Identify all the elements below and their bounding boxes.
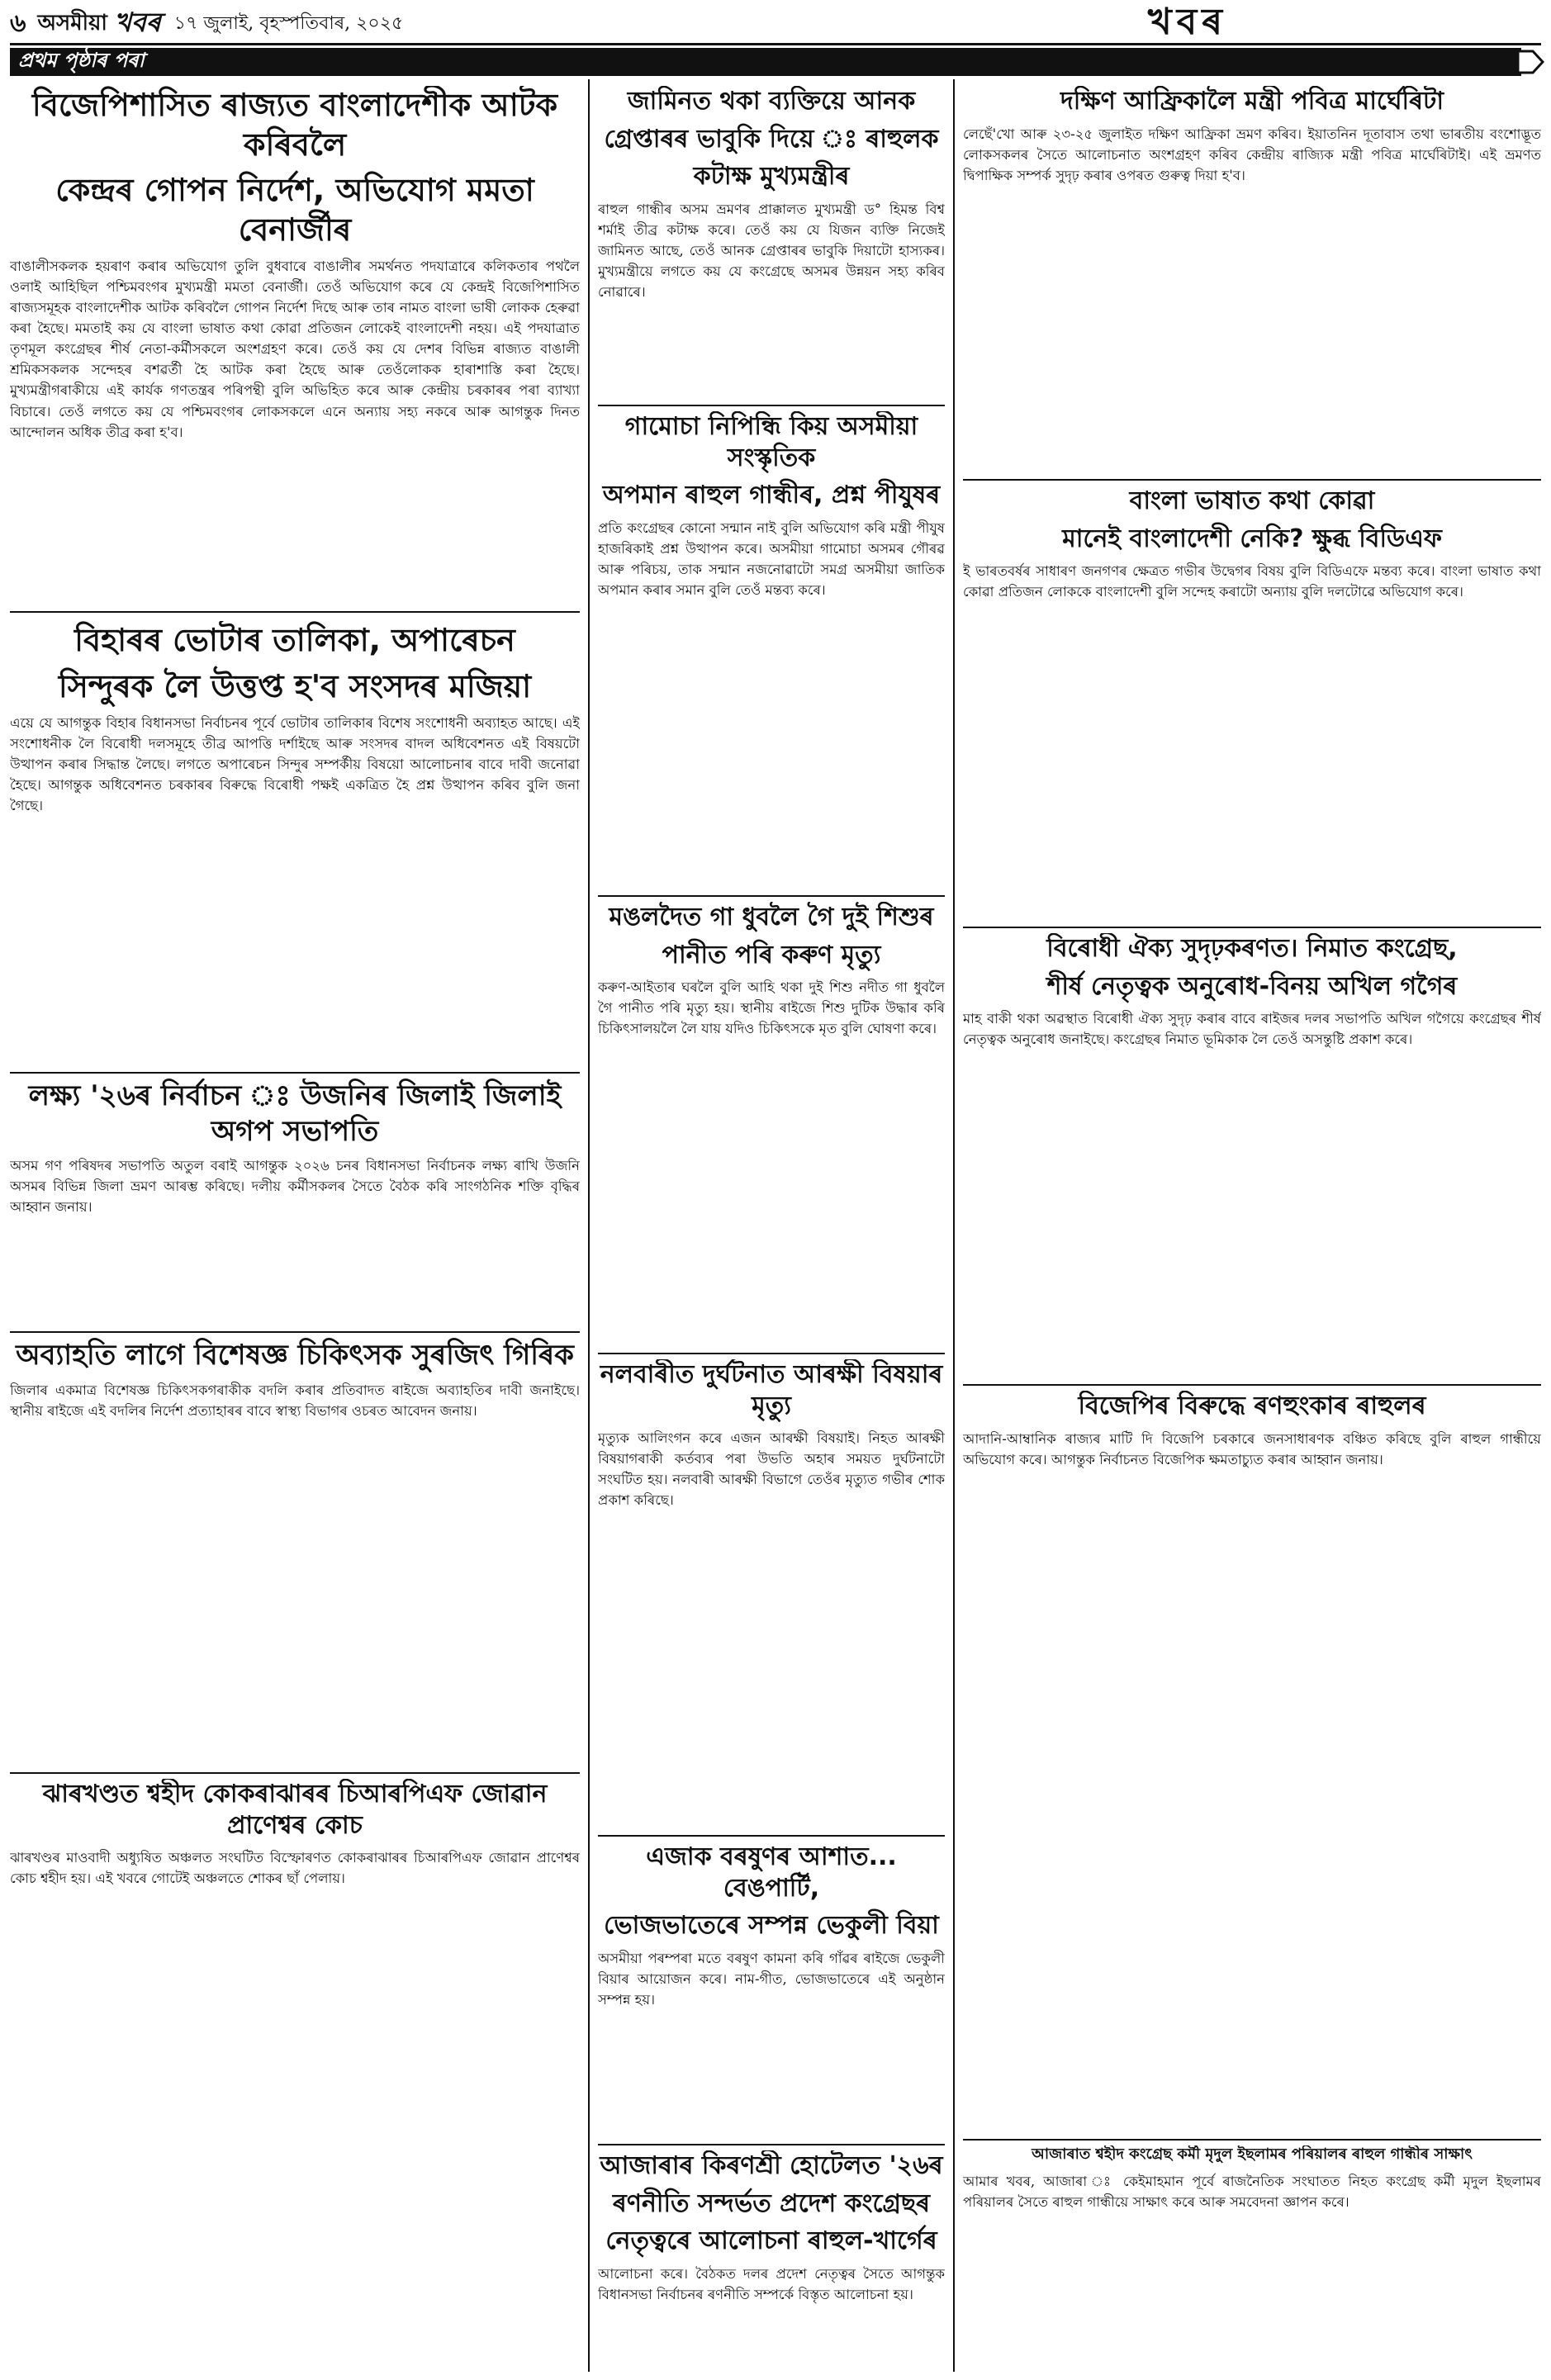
article-body: এয়ে যে আগন্তুক বিহাৰ বিধানসভা নিৰ্বাচনৰ পূৰ্বে ভোটাৰ তালিকাৰ বিশেষ সংশোধনী অব্যাহত আছে। এই সংশোধনীক লৈ বিৰোধী দলসমূহে তীব্ৰ আপত্তি দৰ্শাইছে আৰু সংসদৰ বাদল অধিবেশনত এই বিষয়টো উত্থাপন কৰাৰ সিদ্ধান্ত লৈছে। লগতে অপাৰেচন সিন্দুৰ সম্পৰ্কীয় বিষয়ো আলোচনাৰ বাবে দাবী জনোৱা হৈছে। আগন্তুক অধিবেশনত চৰকাৰৰ বিৰুদ্ধে বিৰোধী পক্ষই একত্ৰিত হৈ প্ৰশ্ন উত্থাপন কৰিব বুলি জনা গৈছে।	[10, 715, 580, 814]
article-headline: সিন্দুৰক লৈ উত্তপ্ত হ'ব সংসদৰ মজিয়া	[58, 667, 532, 704]
article-divider	[598, 1353, 945, 1354]
article-headline: বিৰোধী ঐক্য সুদৃঢ়কৰণত। নিমাত কংগ্ৰেছ,	[1046, 934, 1458, 963]
article-headline: আজাৰাৰ কিৰণশ্ৰী হোটেলত '২৬ৰ	[600, 2151, 943, 2180]
article-headline: নেতৃত্বৰে আলোচনা ৰাহুল-খাৰ্গেৰ	[605, 2226, 937, 2255]
article-headline: ভোজভাতেৰে সম্পন্ন ভেকুলী বিয়া	[604, 1911, 939, 1940]
section-bar	[10, 48, 1521, 76]
article-headline: নলবাৰীত দুৰ্ঘটনাত আৰক্ষী বিষয়াৰ মৃত্যু	[600, 1360, 943, 1420]
article-headline: বাংলা ভাষাত কথা কোৱা	[1129, 486, 1375, 515]
article-headline: দক্ষিণ আফ্ৰিকালৈ মন্ত্ৰী পবিত্ৰ মাৰ্ঘেৰিটা	[1060, 87, 1444, 116]
article-headline: শীৰ্ষ নেতৃত্বক অনুৰোধ-বিনয় অখিল গগৈৰ	[1046, 971, 1458, 1001]
article-headline: জামিনত থকা ব্যক্তিয়ে আনক	[627, 87, 916, 116]
article-gamocha	[598, 411, 945, 890]
article-bihar-voter-list	[10, 621, 580, 1067]
article-body: ঝাৰখণ্ডৰ মাওবাদী অধ্যুষিত অঞ্চলত সংঘটিত বিস্ফোৰণত কোকৰাঝাৰৰ চিআৰপিএফ জোৱান প্ৰাণেশ্বৰ কোচ শ্বহীদ হয়। এই খবৰে গোটেই অঞ্চলতে শোকৰ ছাঁ পেলায়।	[10, 1850, 580, 1887]
publication-name: অসমীয়া	[37, 11, 107, 36]
article-headline: মঙলদৈত গা ধুবলৈ গৈ দুই শিশুৰ	[609, 903, 934, 932]
article-body: বাঙালীসকলক হয়ৰাণ কৰাৰ অভিযোগ তুলি বুধবাৰে বাঙালীৰ সমৰ্থনত পদযাত্ৰাৰে কলিকতাৰ পথলৈ ওলাই আহিছিল পশ্চিমবংগৰ মুখ্যমন্ত্ৰী মমতা বেনাৰ্জী। তেওঁ অভিযোগ কৰে যে কেন্দ্ৰই বিজেপিশাসিত ৰাজ্যসমূহক বাংলাদেশীক আটক কৰিবলৈ গোপন নিৰ্দেশ দিছে আৰু তাৰ নামত বাংলা ভাষী লোকক হেৰুৱা কৰা হৈছে। মমতাই কয় যে বাংলা ভাষাত কথা কোৱা প্ৰতিজন লোকেই বাংলাদেশী নহয়। এই পদযাত্ৰাত তৃণমূল কংগ্ৰেছৰ শীৰ্ষ নেতা-কৰ্মীসকলে অংশগ্ৰহণ কৰে। তেওঁ কয় যে দেশৰ বিভিন্ন ৰাজ্যত বাঙালী শ্ৰমিকসকলক সন্দেহৰ বশৱৰ্তী হৈ আটক কৰা হৈছে আৰু তেওঁলোকক হাৰাশাস্তি কৰা হৈছে। মুখ্যমন্ত্ৰীগৰাকীয়ে এই কাৰ্যক গণতন্ত্ৰৰ পৰিপন্থী বুলি অভিহিত কৰে আৰু কেন্দ্ৰীয় চৰকাৰৰ পৰা ব্যাখ্যা বিচাৰে। তেওঁ লগতে কয় যে পশ্চিমবংগৰ লোকসকলে এনে অন্যায় সহ্য নকৰে আৰু আগন্তুক দিনত আন্দোলন অধিক তীব্ৰ কৰা হ'ব।	[10, 258, 580, 440]
article-headline: বিহাৰৰ ভোটাৰ তালিকা, অপাৰেচন	[74, 622, 515, 658]
issue-date: ১৭ জুলাই, বৃহস্পতিবাৰ, ২০২৫	[173, 12, 404, 34]
article-body: অসম গণ পৰিষদৰ সভাপতি অতুল বৰাই আগন্তুক ২০২৬ চনৰ বিধানসভা নিৰ্বাচনক লক্ষ্য ৰাখি উজনি অসমৰ বিভিন্ন জিলা ভ্ৰমণ আৰম্ভ কৰিছে। দলীয় কৰ্মীসকলৰ সৈতে বৈঠক কৰি সাংগঠনিক শক্তি বৃদ্ধিৰ আহ্বান জনায়।	[10, 1158, 580, 1216]
article-body: আলোচনা কৰে। বৈঠকত দলৰ প্ৰদেশ নেতৃত্বৰ সৈতে আগন্তুক বিধানসভা নিৰ্বাচনৰ ৰণনীতি সম্পৰ্কে বিস্তৃত আলোচনা হয়।	[598, 2265, 945, 2302]
article-body: ৰাহুল গান্ধীৰ অসম ভ্ৰমণৰ প্ৰাক্কালত মুখ্যমন্ত্ৰী ড° হিমন্ত বিশ্ব শৰ্মাই তীব্ৰ কটাক্ষ কৰে। তেওঁ কয় যে যিজন ব্যক্তি নিজেই জামিনত আছে, তেওঁ আনক গ্ৰেপ্তাৰৰ ভাবুকি দিয়াটো হাস্যকৰ। মুখ্যমন্ত্ৰীয়ে লগতে কয় যে কংগ্ৰেছে অসমৰ উন্নয়ন সহ্য কৰিব নোৱাৰে।	[598, 201, 945, 300]
article-divider	[963, 2139, 1541, 2141]
masthead	[10, 0, 1541, 45]
article-divider	[598, 405, 945, 406]
article-headline: গামোচা নিপিন্ধি কিয় অসমীয়া সংস্কৃতিক	[624, 412, 918, 472]
article-headline: বিজেপিৰ বিৰুদ্ধে ৰণহুংকাৰ ৰাহুলৰ	[1078, 1391, 1426, 1420]
article-bdf-bengali	[963, 486, 1541, 922]
article-divider	[963, 1384, 1541, 1386]
article-divider	[598, 895, 945, 897]
section-label: প্ৰথম পৃষ্ঠাৰ পৰা	[18, 48, 145, 72]
article-divider	[10, 1072, 580, 1074]
article-body: জিলাৰ একমাত্ৰ বিশেষজ্ঞ চিকিৎসকগৰাকীক বদলি কৰাৰ প্ৰতিবাদত ৰাইজে অব্যাহতিৰ দাবী জনাইছে। স্থানীয় ৰাইজে এই বদলিৰ নিৰ্দেশ প্ৰত্যাহাৰৰ বাবে স্বাস্থ্য বিভাগৰ ওচৰত আবেদন জনায়।	[10, 1382, 580, 1419]
arrow-icon	[1516, 45, 1544, 79]
article-minister-south-africa	[963, 86, 1541, 474]
article-headline: এজাক বৰষুণৰ আশাত... বেঙপাৰ্টি,	[646, 1842, 897, 1903]
article-divider	[598, 1835, 945, 1837]
article-headline: কটাক্ষ মুখ্যমন্ত্ৰীৰ	[693, 162, 850, 191]
article-headline: বিজেপিশাসিত ৰাজ্যত বাংলাদেশীক আটক কৰিবলৈ	[31, 87, 558, 163]
article-headline: গ্ৰেপ্তাৰৰ ভাবুকি দিয়ে ঃ ৰাহুলক	[604, 124, 939, 154]
article-headline: কেন্দ্ৰৰ গোপন নিৰ্দেশ, অভিযোগ মমতা বেনাৰ্জীৰ	[55, 172, 534, 248]
brand-title: খবৰ	[1147, 0, 1227, 43]
article-headline: ৰণনীতি সন্দৰ্ভত প্ৰদেশ কংগ্ৰেছৰ	[612, 2188, 931, 2218]
article-divider	[10, 1772, 580, 1774]
article-doctor-transfer	[10, 1338, 580, 1767]
article-headline: অপমান ৰাহুল গান্ধীৰ, প্ৰশ্ন পীযুষৰ	[602, 481, 941, 510]
article-frog-wedding	[598, 1842, 945, 2139]
article-children-drowning	[598, 902, 945, 1348]
page-number: ৬	[10, 8, 26, 38]
article-headline: আজাৰাত শ্বহীদ কংগ্ৰেছ কৰ্মী মৃদুল ইছলামৰ পৰিয়ালৰ ৰাহুল গান্ধীৰ সাক্ষাৎ	[1032, 2145, 1473, 2163]
article-body: মাহ বাকী থকা অৱস্থাত বিৰোধী ঐক্য সুদৃঢ় কৰাৰ বাবে ৰাইজৰ দলৰ সভাপতি অখিল গগৈয়ে কংগ্ৰেছৰ শীৰ্ষ নেতৃত্বক অনুৰোধ জনাইছে। কংগ্ৰেছৰ নিমাত ভূমিকাক লৈ তেওঁ অসন্তুষ্টি প্ৰকাশ কৰে।	[963, 1011, 1541, 1048]
article-headline: অব্যাহতি লাগে বিশেষজ্ঞ চিকিৎসক সুৰজিৎ গিৰিক	[16, 1339, 574, 1372]
article-cm-taunt	[598, 86, 945, 400]
article-body: প্ৰতি কংগ্ৰেছৰ কোনো সন্মান নাই বুলি অভিযোগ কৰি মন্ত্ৰী পীযুষ হাজৰিকাই প্ৰশ্ন উত্থাপন কৰে। অসমীয়া গামোচা অসমৰ গৌৰৱ আৰু পৰিচয়, তাক সন্মান নজনোৱাটো সমগ্ৰ অসমীয়া জাতিক অপমান কৰাৰ সমান বুলি তেওঁ মন্তব্য কৰে।	[598, 519, 945, 598]
article-police-accident	[598, 1359, 945, 1830]
publication-logo: খবৰ	[113, 7, 161, 38]
article-headline: পানীত পৰি কৰুণ মৃত্যু	[662, 940, 881, 970]
article-rahul-war-cry	[963, 1391, 1541, 2134]
article-rahul-visit-family	[963, 2145, 1541, 2370]
article-body: কৰুণ-আইতাৰ ঘৰলৈ বুলি আহি থকা দুই শিশু নদীত গা ধুবলৈ গৈ পানীত পৰি মৃত্যু হয়। স্থানীয় ৰাইজে শিশু দুটিক উদ্ধাৰ কৰি চিকিৎসালয়লৈ লৈ যায় যদিও চিকিৎসকে মৃত বুলি ঘোষণা কৰে।	[598, 979, 945, 1037]
article-agp-president	[10, 1079, 580, 1326]
article-divider	[10, 611, 580, 613]
article-headline: ঝাৰখণ্ডত শ্বহীদ কোকৰাঝাৰৰ চিআৰপিএফ জোৱান প্ৰাণেশ্বৰ কোচ	[42, 1780, 548, 1840]
article-divider	[10, 1331, 580, 1333]
article-divider	[598, 2144, 945, 2145]
article-body: অসমীয়া পৰম্পৰা মতে বৰষুণ কামনা কৰি গাঁৱৰ ৰাইজে ভেকুলী বিয়াৰ আয়োজন কৰে। নাম-গীত, ভোজভাতেৰে এই অনুষ্ঠান সম্পন্ন হয়।	[598, 1950, 945, 2008]
column-divider	[953, 79, 955, 2372]
article-mamata	[10, 86, 580, 606]
article-headline: লক্ষ্য '২৬ৰ নিৰ্বাচন ঃ উজনিৰ জিলাই জিলাই অগপ সভাপতি	[28, 1079, 562, 1148]
article-body: মৃত্যুক আলিংগন কৰে এজন আৰক্ষী বিষয়াই। নিহত আৰক্ষী বিষয়াগৰাকী কৰ্তব্যৰ পৰা উভতি অহাৰ সময়ত দুৰ্ঘটনাটো সংঘটিত হয়। নলবাৰী আৰক্ষী বিভাগে তেওঁৰ মৃত্যুত গভীৰ শোক প্ৰকাশ কৰিছে।	[598, 1430, 945, 1509]
article-body: ই ভাৰতবৰ্ষৰ সাধাৰণ জনগণৰ ক্ষেত্ৰত গভীৰ উদ্বেগৰ বিষয় বুলি বিডিএফে মন্তব্য কৰে। বাংলা ভাষাত কথা কোৱা প্ৰতিজন লোককে বাংলাদেশী বুলি সন্দেহ কৰাটো অন্যায় বুলি দলটোৱে অভিযোগ কৰে।	[963, 563, 1541, 600]
article-headline: মানেই বাংলাদেশী নেকি? ক্ষুব্ধ বিডিএফ	[1062, 524, 1442, 553]
article-opposition-unity	[963, 933, 1541, 1379]
article-congress-strategy	[598, 2150, 945, 2370]
article-body: আদানি-আম্বানিক ৰাজ্যৰ মাটি দি বিজেপি চৰকাৰে জনসাধাৰণক বঞ্চিত কৰিছে বুলি ৰাহুল গান্ধীয়ে অভিযোগ কৰে। আগন্তুক নিৰ্বাচনত বিজেপিক ক্ষমতাচ্যুত কৰাৰ আহ্বান জনায়।	[963, 1430, 1541, 1467]
article-crpf-jawan	[10, 1779, 580, 2370]
article-body: লেছেঁ'খো আৰু ২৩-২৫ জুলাইত দক্ষিণ আফ্ৰিকা ভ্ৰমণ কৰিব। ইয়াতনিন দূতাবাস তথা ভাৰতীয় বংশোদ্ভূত লোকসকলৰ সৈতে আলোচনাত অংশগ্ৰহণ কৰিব কেন্দ্ৰীয় ৰাজ্যিক মন্ত্ৰী পবিত্ৰ মাৰ্ঘেৰিটাই। এই ভ্ৰমণত দ্বিপাক্ষিক সম্পৰ্ক সুদৃঢ় কৰাৰ ওপৰত গুৰুত্ব দিয়া হ'ব।	[963, 126, 1541, 183]
column-divider	[588, 79, 590, 2372]
article-body: আমাৰ খবৰ, আজাৰা ঃ কেইমাহমান পূৰ্বে ৰাজনৈতিক সংঘাতত নিহত কংগ্ৰেছ কৰ্মী মৃদুল ইছলামৰ পৰিয়ালৰ সৈতে ৰাহুল গান্ধীয়ে সাক্ষাৎ কৰে আৰু সমবেদনা জ্ঞাপন কৰে।	[963, 2173, 1541, 2210]
article-divider	[963, 479, 1541, 481]
article-divider	[963, 927, 1541, 928]
